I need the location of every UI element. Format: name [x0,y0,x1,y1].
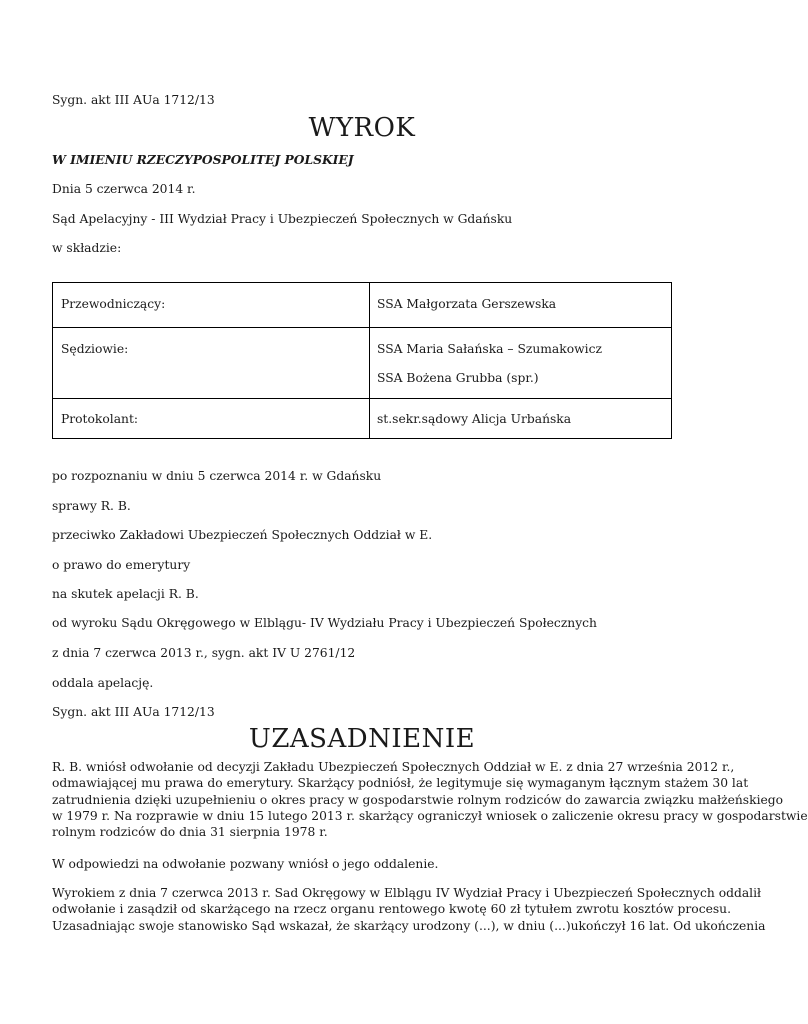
paragraph-1-line-5: rolnym rodziców do dnia 31 sierpnia 1978 r. [52,825,328,840]
paragraph-1-line-4: w 1979 r. Na rozprawie w dniu 15 lutego 2013 r. skarżący ograniczył wniosek o zaliczenie okresu pracy w gospodarstwie [52,808,808,823]
panel-row-judges [53,327,671,398]
justification-paragraph-1 [52,759,808,840]
court-name: Sąd Apelacyjny - III Wydział Pracy i Ubezpieczeń Społecznych w Gdańsku [52,212,513,226]
paragraph-1-line-3: zatrudnienia dzięki uzupełnieniu o okres pracy w gospodarstwie rolnym rodziców do zawarcia związku małżeńskiego [52,792,784,807]
justification-paragraph-3 [52,885,766,934]
panel-table [52,282,672,439]
ruling-line-7: z dnia 7 czerwca 2013 r., sygn. akt IV U 2761/12 [52,646,356,660]
panel-row-chair [53,283,671,327]
ruling-line-4: o prawo do emerytury [52,558,191,572]
judgment-title: WYROK [308,113,416,143]
paragraph-1-line-2: odmawiającej mu prawa do emerytury. Skarżący podniósł, że legitymuje się wymaganym łącznym stażem 30 lat [52,776,749,791]
justification-paragraph-2: W odpowiedzi na odwołanie pozwany wniósł o jego oddalenie. [52,857,439,871]
judge-name-2: SSA Bożena Grubba (spr.) [377,371,539,385]
judge-name-1: SSA Maria Sałańska – Szumakowicz [377,342,602,356]
judges-label: Sędziowie: [61,342,129,356]
justification-signature: Sygn. akt III AUa 1712/13 [52,705,215,719]
paragraph-3-line-2: odwołanie i zasądził od skarżącego na rzecz organu rentowego kwotę 60 zł tytułem zwrotu kosztów procesu. [52,902,732,917]
composition-label: w składzie: [52,241,122,255]
ruling-line-5: na skutek apelacji R. B. [52,587,199,601]
ruling-line-3: przeciwko Zakładowi Ubezpieczeń Społecznych Oddział w E. [52,528,433,542]
chair-name: SSA Małgorzata Gerszewska [377,297,557,311]
clerk-label: Protokolant: [61,412,139,426]
chair-label: Przewodniczący: [61,297,166,311]
panel-row-clerk [53,398,671,439]
case-signature: Sygn. akt III AUa 1712/13 [52,93,215,107]
ruling-line-6: od wyroku Sądu Okręgowego w Elblągu- IV Wydziału Pracy i Ubezpieczeń Społecznych [52,616,597,630]
ruling-line-1: po rozpoznaniu w dniu 5 czerwca 2014 r. w Gdańsku [52,469,382,483]
paragraph-1-line-1: R. B. wniósł odwołanie od decyzji Zakładu Ubezpieczeń Społecznych Oddział w E. z dnia 27 września 2012 r., [52,760,735,774]
paragraph-3-line-3: Uzasadniając swoje stanowisko Sąd wskazał, że skarżący urodzony (...), w dniu (...)ukończył 16 lat. Od ukończenia [52,918,766,933]
ruling-line-8: oddala apelację. [52,676,154,690]
ruling-line-2: sprawy R. B. [52,499,131,513]
paragraph-3-line-1: Wyrokiem z dnia 7 czerwca 2013 r. Sad Okręgowy w Elblągu IV Wydział Pracy i Ubezpieczeń Społecznych oddalił [52,886,762,900]
clerk-name: st.sekr.sądowy Alicja Urbańska [377,412,572,426]
judgment-subtitle: W IMIENIU RZECZYPOSPOLITEJ POLSKIEJ [52,152,354,167]
justification-title: UZASADNIENIE [248,724,476,754]
judgment-date: Dnia 5 czerwca 2014 r. [52,182,196,196]
